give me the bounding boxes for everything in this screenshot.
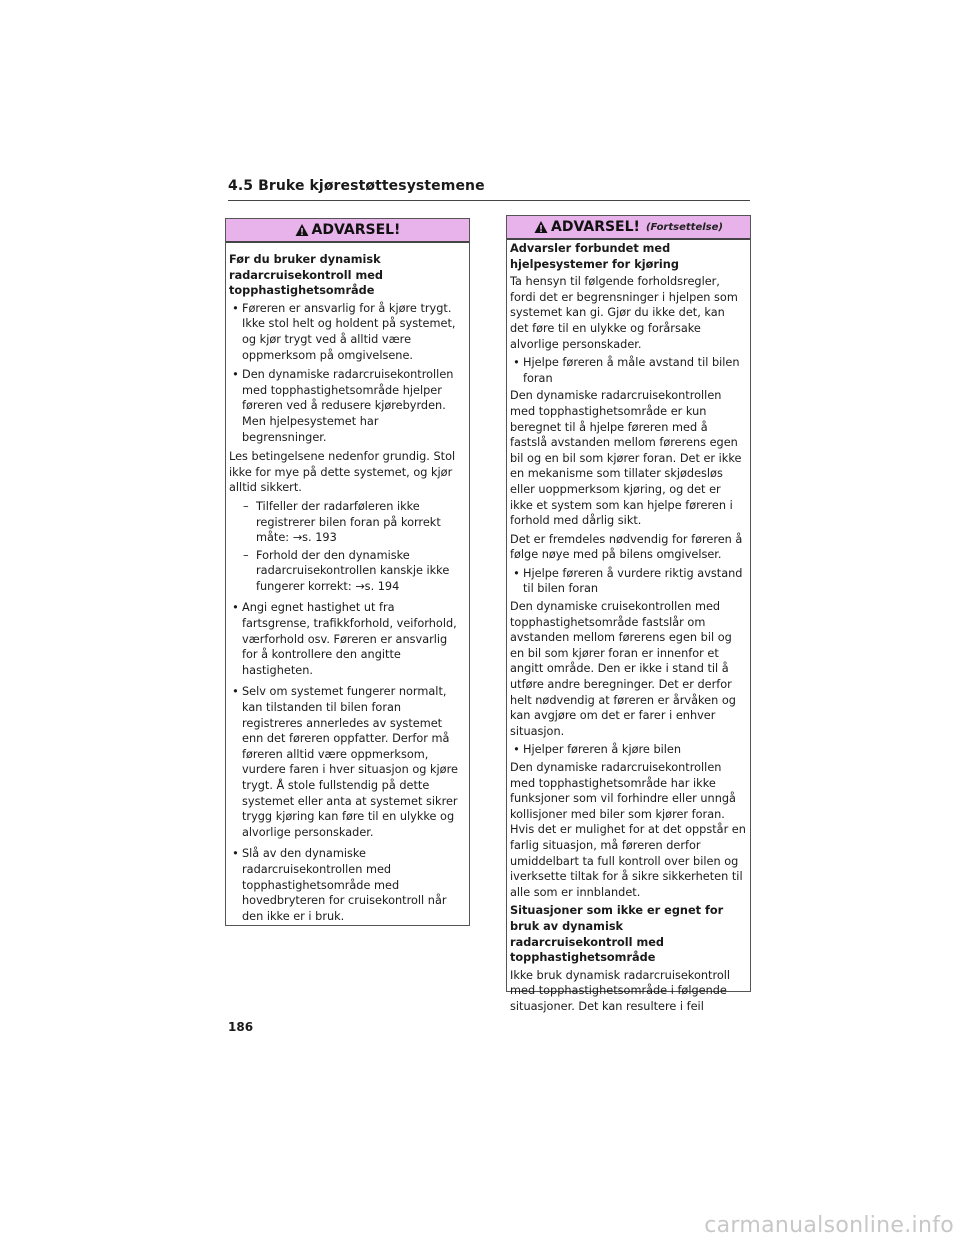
bullet-mark: • xyxy=(513,566,520,580)
warning-triangle-icon xyxy=(534,220,548,234)
warning-label: ADVARSEL! xyxy=(551,219,640,235)
list-item xyxy=(229,367,465,445)
list-item-text: Slå av den dynamiske radarcruisekontrollen med topphastighetsområde med hovedbryteren for cruisekontroll når den ikke er i bruk. xyxy=(242,847,447,923)
list-item-text: Den dynamiske radarcruisekontrollen med topphastighetsområde hjelper føreren ved å redusere kjørebyrden. Men hjelpesystemet har begrensninger. xyxy=(242,368,454,444)
paragraph: Det er fremdeles nødvendig for føreren å følge nøye med på bilens omgivelser. xyxy=(510,532,743,562)
bullet-mark: • xyxy=(513,743,520,757)
list-item-text: Føreren er ansvarlig for å kjøre trygt. Ikke stol helt og holdent på systemet, og kjør trygt ved å alltid være oppmerksom på omgivelsene. xyxy=(242,301,456,362)
dash-mark: – xyxy=(243,499,249,513)
bullet-mark: • xyxy=(513,356,520,370)
warning-header xyxy=(226,219,469,243)
list-item xyxy=(510,355,746,386)
list-item-text: Hjelpe føreren å vurdere riktig avstand til bilen foran xyxy=(523,566,743,596)
bullet-mark: • xyxy=(232,685,239,699)
list-item xyxy=(510,742,746,758)
paragraph: Den dynamiske radarcruisekontrollen med topphastighetsområde har ikke funksjoner som vil forhindre eller unngå kollisjoner med biler som kjører foran. Hvis det er mulighet for at det oppstår en farlig situasjon, må føreren derfor umiddelbart ta full kontroll over bilen og iverksette tiltak for å sikre sikkerheten til alle som er innblandet. xyxy=(510,761,746,899)
watermark: carmanualsonline.info xyxy=(704,1213,954,1238)
paragraph: Ikke bruk dynamisk radarcruisekontroll med topphastighetsområde i følgende situasjoner. Det kan resultere i feil xyxy=(510,968,731,1013)
list-item-text: Hjelpe føreren å måle avstand til bilen foran xyxy=(523,356,740,385)
continued-label: (Fortsettelse) xyxy=(645,221,723,233)
list-item xyxy=(229,600,465,678)
sub-list-item xyxy=(243,548,465,595)
warning-box-right xyxy=(506,215,751,1013)
list-item xyxy=(229,301,465,363)
list-item-text: Hjelper føreren å kjøre bilen xyxy=(523,743,682,757)
list-item-text: Angi egnet hastighet ut fra fartsgrense, trafikkforhold, veiforhold, værforhold osv. Føreren er ansvarlig for å kontrollere den angitte hastigheten. xyxy=(242,601,457,677)
page-reference-link[interactable]: Forhold der den dynamiske radarcruisekontrollen kanskje ikke fungerer korrekt: →s. 194 xyxy=(256,548,450,593)
warning-subheading: Situasjoner som ikke er egnet for bruk av dynamisk radarcruisekontroll med topphastighetsområde xyxy=(510,904,724,965)
bullet-mark: • xyxy=(232,847,239,861)
warning-header xyxy=(507,216,750,240)
list-item xyxy=(229,684,465,840)
list-item xyxy=(510,566,746,597)
warning-triangle-icon xyxy=(295,223,309,237)
page-reference-link[interactable]: Tilfeller der radarføleren ikke registrerer bilen foran på korrekt måte: →s. 193 xyxy=(256,499,441,545)
paragraph: Den dynamiske radarcruisekontrollen med topphastighetsområde er kun beregnet til å hjelpe føreren med å fastslå avstanden mellom førerens egen bil og en bil som kjører foran. Det er ikke en mekanisme som tillater skjødesløs eller uoppmerksom kjøring, og det er ikke et system som kan hjelpe føreren i forhold med dårlig sikt. xyxy=(510,389,742,528)
bullet-mark: • xyxy=(232,368,239,382)
list-item-text: Selv om systemet fungerer normalt, kan tilstanden til bilen foran registreres annerledes av systemet enn det føreren oppfatter. Derfor må føreren alltid være oppmerksom, vurdere faren i hver situasjon og kjøre trygt. Å stole fullstendig på dette systemet eller anta at systemet sikrer trygg kjøring kan føre til en ulykke og alvorlige personskader. xyxy=(242,685,458,839)
warning-box-left xyxy=(225,218,470,926)
warning-label: ADVARSEL! xyxy=(311,222,401,238)
list-item xyxy=(229,846,465,924)
paragraph: Les betingelsene nedenfor grundig. Stol ikke for mye på dette systemet, og kjør alltid sikkert. xyxy=(229,450,456,495)
page-number: 186 xyxy=(228,1020,254,1034)
paragraph: Den dynamiske cruisekontrollen med topphastighetsområde fastslår om avstanden mellom førerens egen bil og en bil som kjører foran er innenfor et angitt område. Den er ikke i stand til å utføre andre beregninger. Det er derfor helt nødvendig at føreren er årvåken og kan avgjøre om det er farer i enhver situasjon. xyxy=(510,600,736,738)
paragraph: Ta hensyn til følgende forholdsregler, fordi det er begrensninger i hjelpen som systemet kan gi. Gjør du ikke det, kan det føre til en ulykke og forårsake alvorlige personskader. xyxy=(510,275,738,351)
bullet-mark: • xyxy=(232,301,239,315)
bullet-mark: • xyxy=(232,601,239,615)
section-title: 4.5 Bruke kjørestøttesystemene xyxy=(228,178,750,201)
sub-list-item xyxy=(243,499,465,546)
warning-heading: Før du bruker dynamisk radarcruisekontroll med topphastighetsområde xyxy=(229,253,383,298)
dash-mark: – xyxy=(243,548,249,562)
warning-heading: Advarsler forbundet med hjelpesystemer for kjøring xyxy=(510,242,679,271)
